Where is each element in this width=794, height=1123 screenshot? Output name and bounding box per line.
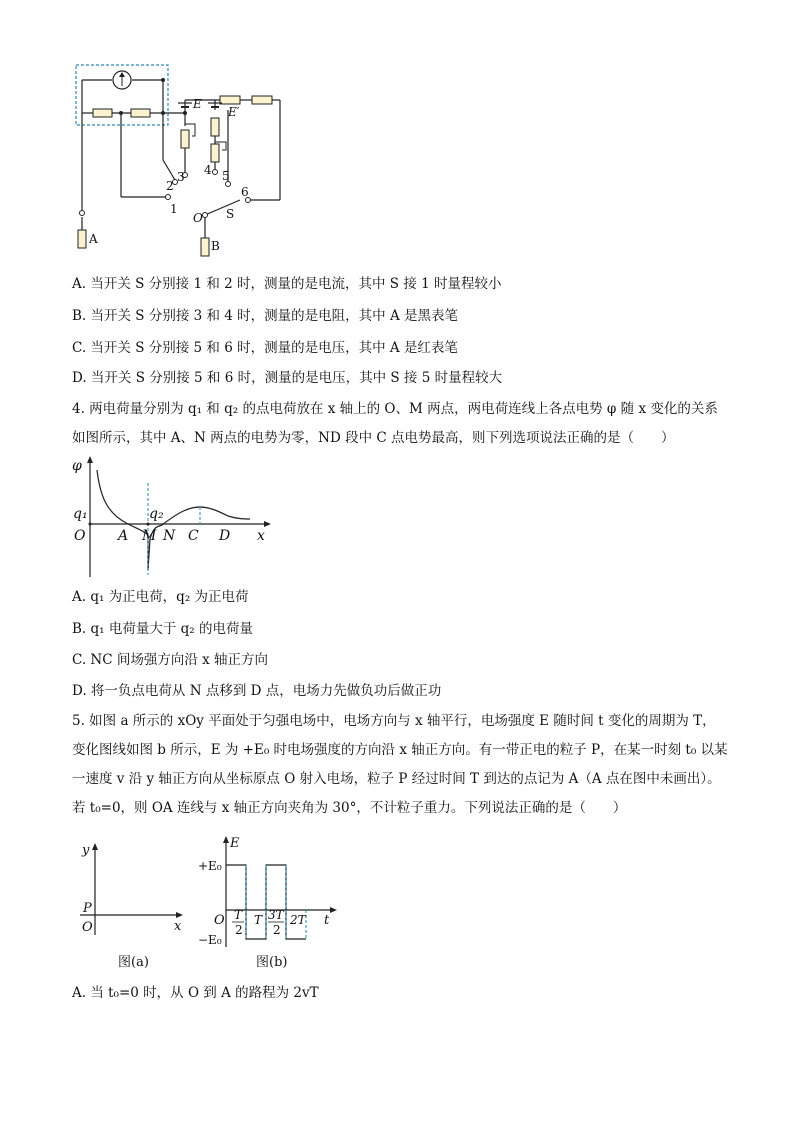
label-E-prime: E′	[228, 105, 240, 119]
q4-stem: 4. 两电荷量分别为 q₁ 和 q₂ 的点电荷放在 x 轴上的 O、M 两点，两电荷连线上各点电势 φ 随 x 变化的关系如图所示，其中 A、N 两点的电势为零，ND 段中 C 点电势最高，则下列选项说法正确的是（ ）	[72, 401, 718, 446]
label-3: 3	[177, 170, 185, 184]
label-phi: φ	[72, 458, 82, 474]
label-q1: q₁	[73, 506, 88, 522]
label-4: 4	[204, 163, 212, 177]
fig-a-P: P	[83, 901, 92, 916]
label-5: 5	[222, 169, 230, 183]
fig-b-E: E	[230, 836, 240, 851]
potential-graph	[70, 455, 280, 580]
fig-b-t: t	[324, 913, 330, 928]
fig-b-t-half-den: 2	[235, 923, 243, 937]
label-6: 6	[241, 185, 249, 199]
fig-a-O: O	[82, 920, 93, 935]
q3-option-c: C. 当开关 S 分别接 5 和 6 时，测量的是电压，其中 A 是红表笔	[72, 340, 458, 356]
fig-b-3t-num: 3T	[268, 908, 284, 922]
label-2: 2	[166, 179, 174, 193]
label-O: O	[74, 528, 86, 544]
q4-option-b: B. q₁ 电荷量大于 q₂ 的电荷量	[72, 621, 253, 637]
fig-b-2T: 2T	[290, 913, 306, 927]
fig-a-x: x	[174, 919, 182, 934]
label-S: S	[226, 207, 235, 221]
fig-a-y: y	[82, 843, 90, 858]
q3-option-b: B. 当开关 S 分别接 3 和 4 时，测量的是电阻，其中 A 是黑表笔	[72, 308, 459, 324]
fig-b-T: T	[254, 913, 263, 927]
label-B: B	[211, 239, 220, 253]
fig-b-3t-den: 2	[273, 923, 281, 937]
label-E: E	[193, 97, 202, 111]
label-A: A	[89, 232, 98, 246]
label-1: 1	[170, 202, 178, 216]
q3-option-d: D. 当开关 S 分别接 5 和 6 时，测量的是电压，其中 S 接 5 时量程较大	[72, 370, 503, 386]
label-M: M	[142, 528, 157, 544]
rheostat-1	[181, 130, 189, 148]
fig-b-plusE0: +E₀	[198, 859, 222, 873]
q5-stem: 5. 如图 a 所示的 xOy 平面处于匀强电场中，电场方向与 x 轴平行，电场强度 E 随时间 t 变化的周期为 T，变化图线如图 b 所示，E 为 +E₀ 时电场强度的方向沿 x 轴正方向。有一带正电的粒子 P，在某一时刻 t₀ 以某一速度 v 沿 y 轴正方向从坐标原点 O 射入电场，粒子 P 经过时间 T 到达的点记为 A（A 点在图中未画出）。若 t₀=0，则 OA 连线与 x 轴正方向夹角为 30°，不计粒子重力。下列说法正确的是（ ）	[72, 713, 728, 816]
label-x: x	[257, 528, 265, 544]
label-C: C	[188, 528, 199, 544]
resistor-r4	[252, 96, 272, 104]
figure-a-xoy	[70, 840, 190, 970]
q3-option-a: A. 当开关 S 分别接 1 和 2 时，测量的是电流，其中 S 接 1 时量程较小	[72, 276, 502, 292]
fig-b-t-half-num: T	[234, 908, 243, 922]
fig-b-minusE0: −E₀	[198, 933, 222, 947]
resistor-r5	[211, 118, 219, 136]
fig-b-caption: 图(b)	[256, 955, 288, 970]
q4-option-a: A. q₁ 为正电荷，q₂ 为正电荷	[72, 589, 249, 605]
q4-option-c: C. NC 间场强方向沿 x 轴正方向	[72, 652, 269, 668]
resistor-r1	[93, 109, 112, 117]
fig-b-O: O	[214, 913, 225, 928]
label-A: A	[118, 528, 129, 544]
figure-b-e-t-graph	[190, 835, 350, 975]
probe-a-body	[78, 230, 86, 248]
fig-a-caption: 图(a)	[118, 955, 149, 970]
resistor-r3	[220, 96, 240, 104]
probe-b-body	[201, 238, 209, 256]
label-N: N	[163, 528, 176, 544]
label-D: D	[219, 528, 231, 544]
q4-option-d: D. 将一负点电荷从 N 点移到 D 点，电场力先做负功后做正功	[72, 683, 442, 699]
rheostat-2	[211, 144, 219, 162]
resistor-r2	[131, 109, 150, 117]
multimeter-circuit-diagram	[0, 0, 794, 270]
q5-option-a: A. 当 t₀=0 时，从 O 到 A 的路程为 2vT	[72, 985, 319, 1001]
label-q2: q₂	[149, 506, 164, 522]
label-O: O	[193, 211, 203, 225]
